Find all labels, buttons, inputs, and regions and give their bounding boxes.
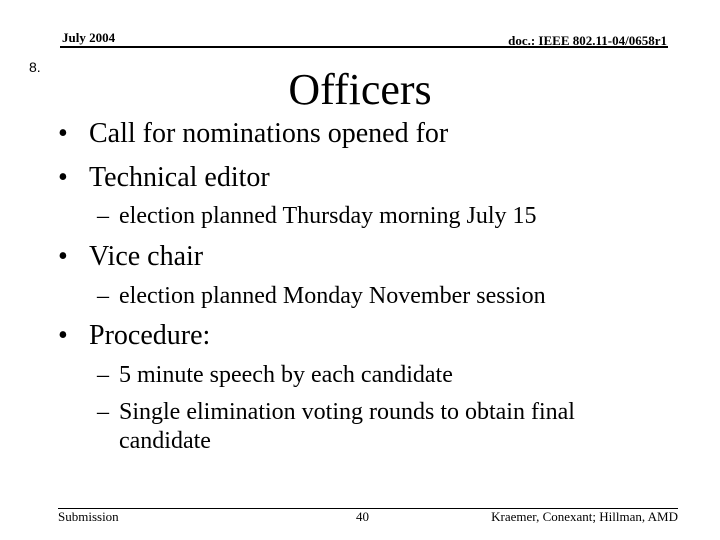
slide-number: 8.	[29, 59, 41, 75]
sub-bullet-text: election planned Monday November session	[119, 283, 546, 309]
bullet-item	[58, 240, 203, 274]
slide-title: Officers	[288, 65, 432, 114]
bullet-marker: •	[58, 320, 68, 351]
sub-bullet-marker: –	[97, 283, 109, 309]
header-doc-id: doc.: IEEE 802.11-04/0658r1	[508, 33, 667, 48]
bullet-text: Procedure:	[89, 320, 211, 351]
bullet-item	[58, 319, 210, 353]
sub-bullet-item	[97, 398, 575, 426]
sub-bullet-item	[97, 202, 536, 230]
footer-authors: Kraemer, Conexant; Hillman, AMD	[491, 509, 678, 524]
sub-bullet-item	[97, 282, 546, 310]
bullet-marker: •	[58, 118, 68, 149]
bullet-item	[58, 161, 270, 195]
sub-bullet-marker: –	[97, 362, 109, 388]
sub-bullet-item	[97, 361, 453, 389]
bullet-marker: •	[58, 162, 68, 193]
bullet-list	[58, 0, 698, 540]
sub-bullet-marker: –	[97, 399, 109, 425]
bullet-marker: •	[58, 241, 68, 272]
footer-page-number: 40	[356, 509, 369, 524]
sub-bullet-text: 5 minute speech by each candidate	[119, 362, 453, 388]
sub-bullet-text: Single elimination voting rounds to obtain final	[119, 399, 575, 425]
bullet-item	[58, 117, 448, 151]
sub-bullet-text: election planned Thursday morning July 15	[119, 203, 537, 229]
header-date: July 2004	[62, 30, 116, 45]
bullet-text: Technical editor	[89, 162, 270, 193]
sub-bullet-marker: –	[97, 203, 109, 229]
bullet-text: Vice chair	[89, 241, 204, 272]
sub-bullet-continuation: candidate	[119, 428, 211, 454]
bullet-text: Call for nominations opened for	[89, 118, 449, 149]
footer-submission: Submission	[58, 509, 119, 524]
